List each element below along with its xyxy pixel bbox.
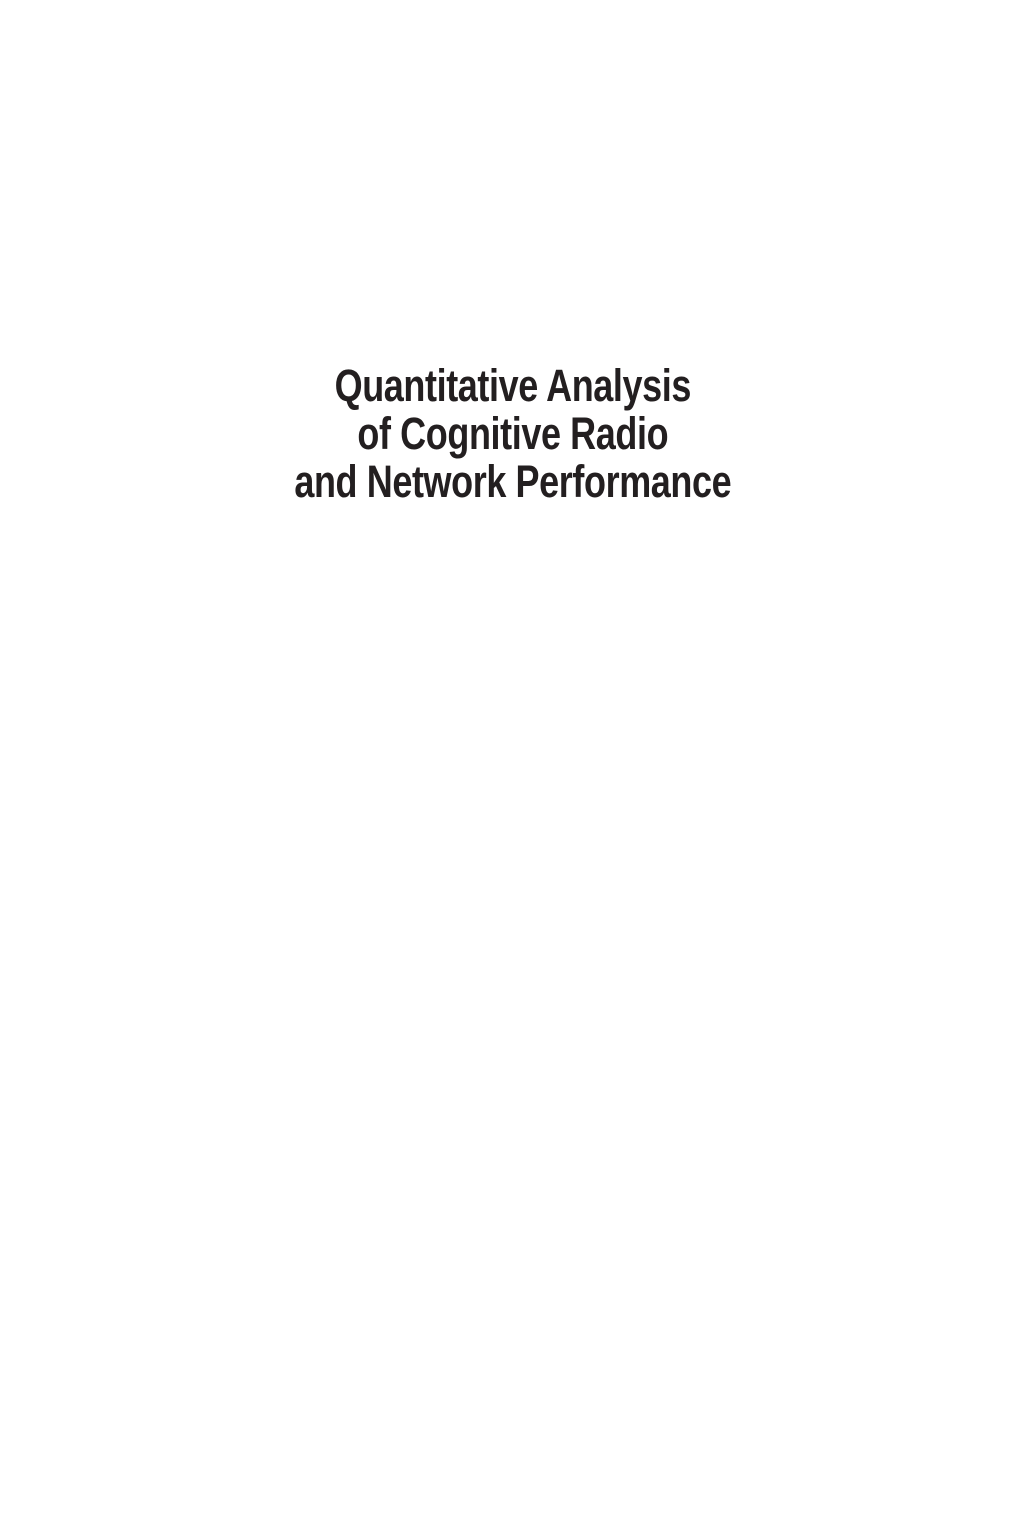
book-title-line-3: and Network Performance [294, 456, 732, 507]
book-title-line-2: of Cognitive Radio [357, 408, 669, 459]
book-title-line-1: Quantitative Analysis [334, 360, 691, 411]
book-title [103, 362, 922, 506]
